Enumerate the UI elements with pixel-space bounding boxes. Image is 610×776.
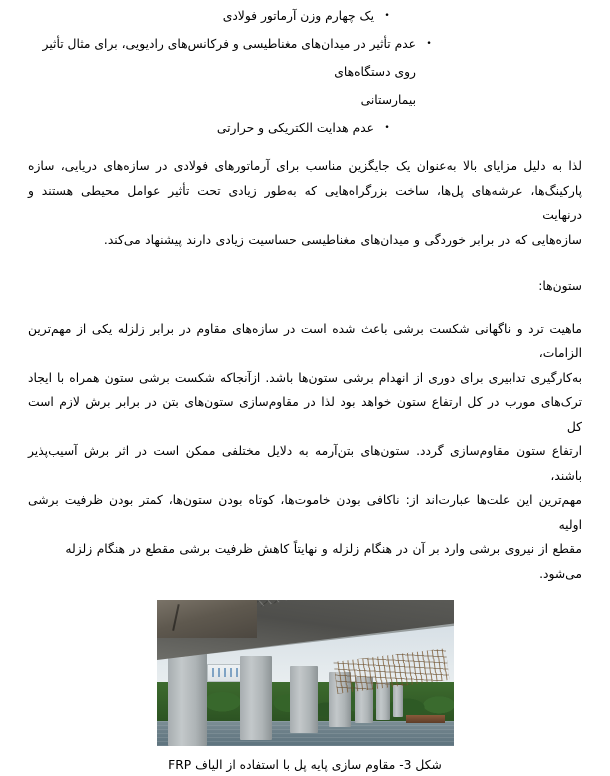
photo-bridge-column bbox=[240, 656, 273, 741]
photo-bridge-column bbox=[290, 666, 318, 733]
bridge-photograph bbox=[157, 600, 454, 746]
advantages-bullet-list bbox=[28, 2, 582, 142]
paragraph-line: ترک‌های مورب در کل ارتفاع ستون خواهد بود لذا در مقاوم‌سازی ستون‌های بتن در برابر برش لازم است کل bbox=[28, 395, 582, 434]
paragraph-line: مقطع از نیروی برشی وارد بر آن در هنگام زلزله و نهایتاً کاهش ظرفیت برشی مقطع در هنگام زلزله می‌شود. bbox=[65, 542, 582, 581]
spacer bbox=[28, 142, 582, 154]
paragraph-line: ماهیت ترد و ناگهانی شکست برشی باعث شده است در سازه‌های مقاوم در برابر زلزله یکی از مهم‌ترین الزامات، bbox=[28, 321, 582, 360]
photo-bridge-column bbox=[168, 650, 207, 746]
list-item bbox=[28, 114, 392, 142]
list-item-text: عدم تأثیر در میدان‌های مغناطیسی و فرکانس‌های رادیویی، برای مثال تأثیر روی دستگاه‌های bbox=[42, 37, 416, 79]
paragraph-line: سازه‌هایی که در برابر خوردگی و میدان‌های مغناطیسی حساسیت زیادی دارند پیشنهاد می‌کند. bbox=[103, 232, 582, 247]
bullet-marker-icon: • bbox=[426, 39, 432, 49]
list-item bbox=[28, 2, 392, 30]
paragraph-line: به‌کارگیری تدابیری برای دوری از انهدام برشی ستون‌ها باشد. ازآنجاکه شکست برشی ستون همراه با ایجاد bbox=[28, 370, 582, 385]
bullet-marker-icon: • bbox=[384, 11, 390, 21]
list-item-text-continuation: بیمارستانی bbox=[360, 93, 416, 107]
figure-block bbox=[28, 600, 582, 776]
list-item-text: یک چهارم وزن آرماتور فولادی bbox=[222, 9, 374, 23]
paragraph-advantages-summary bbox=[28, 154, 582, 252]
bullet-marker-icon: • bbox=[384, 123, 390, 133]
paragraph-line: مهم‌ترین این علت‌ها عبارت‌اند از: ناکافی بودن خاموت‌ها، کوتاه بودن ستون‌ها، کمتر بودن ظرفیت برشی اولیه bbox=[28, 493, 582, 532]
paragraph-line: لذا به دلیل مزایای بالا به‌عنوان یک جایگزین مناسب برای آرماتورهای فولادی در سازه‌های دریایی، سازه bbox=[28, 159, 582, 173]
photo-boat bbox=[406, 715, 445, 722]
paragraph-column-shear bbox=[28, 317, 582, 587]
figure-caption-text: شکل 3- مقاوم سازی پایه پل با استفاده از الیاف bbox=[191, 758, 442, 772]
figure-caption bbox=[28, 754, 582, 776]
spacer bbox=[28, 252, 582, 274]
section-heading-columns: ستون‌ها: bbox=[538, 279, 582, 293]
spacer bbox=[28, 299, 582, 317]
paragraph-line: ارتفاع ستون مقاوم‌سازی گردد. ستون‌های بتن‌آرمه به دلایل مختلفی ممکن است در اثر برش آسیب‌پذیر باشند، bbox=[28, 444, 582, 483]
photo-near-pier-cap bbox=[157, 600, 258, 638]
figure-caption-acronym: FRP bbox=[168, 758, 192, 772]
list-item bbox=[28, 30, 434, 86]
paragraph-line: پارکینگ‌ها، عرشه‌های پل‌ها، ساخت بزرگراه‌هایی که به‌طور زیادی تحت تأثیر عوامل محیطی هستند و درنهایت bbox=[28, 183, 582, 222]
photo-bridge-column bbox=[393, 685, 403, 717]
list-item-text: عدم هدایت الکتریکی و حرارتی bbox=[216, 121, 374, 135]
